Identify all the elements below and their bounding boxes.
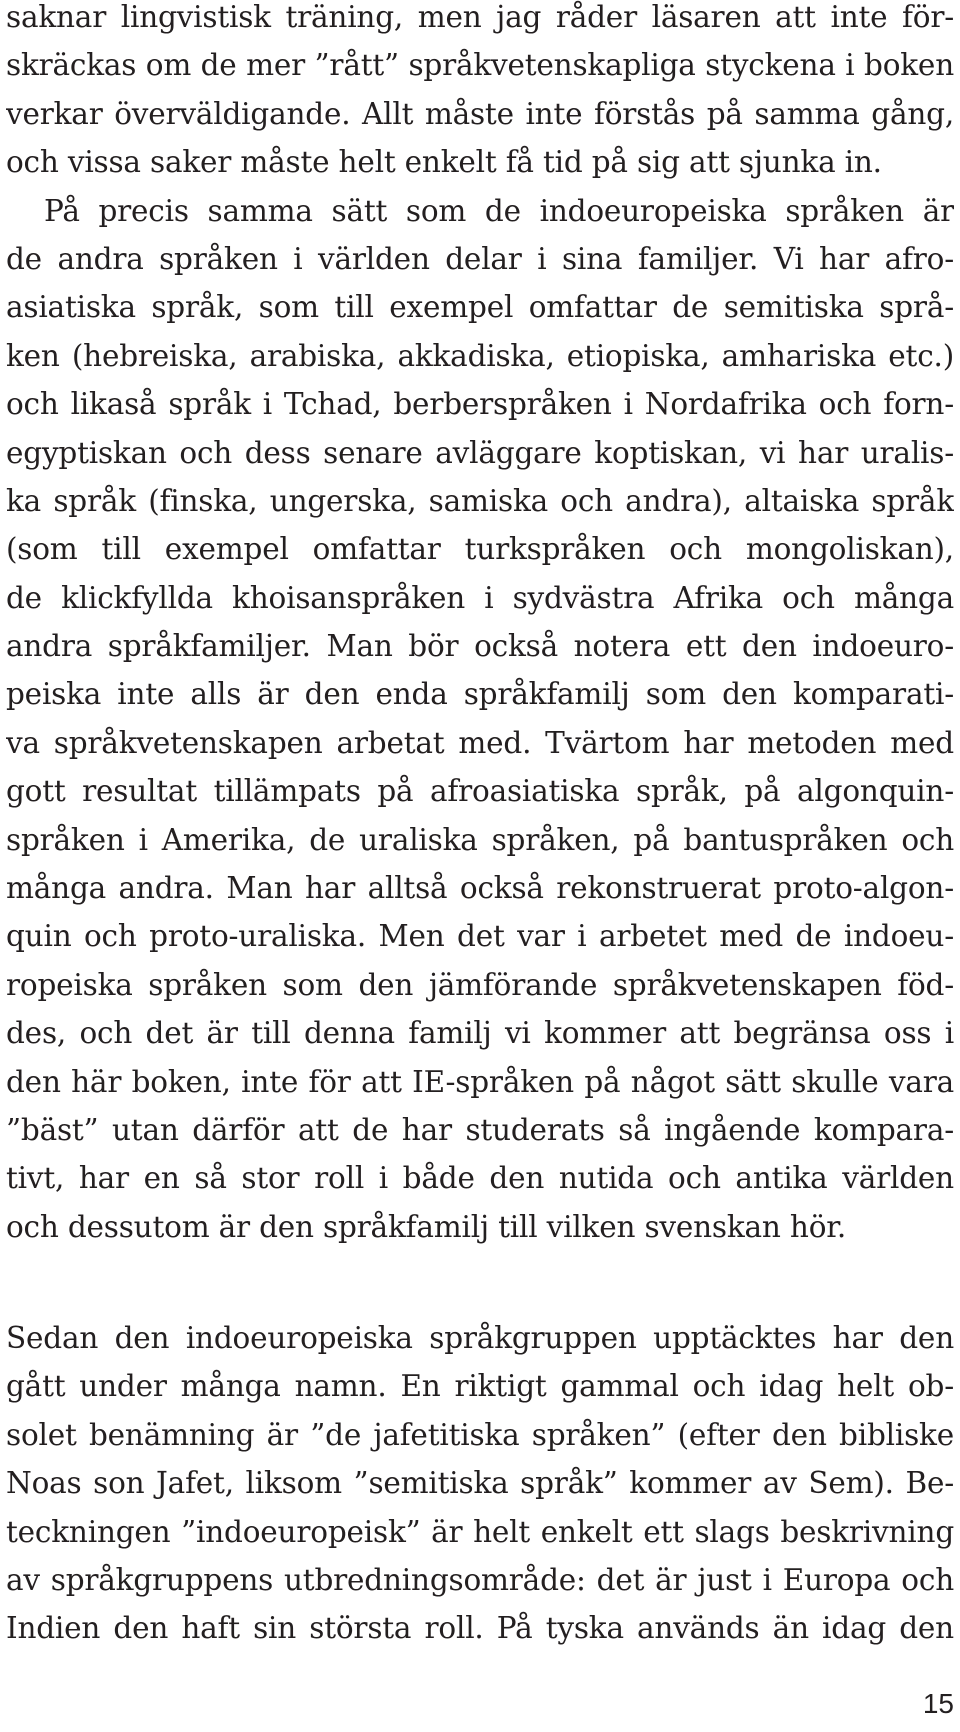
text-line: solet benämning är ”de jafetitiska språken” (efter den bibliske: [6, 1417, 954, 1452]
text-line: des, och det är till denna familj vi kommer att begränsa oss i: [6, 1016, 954, 1051]
text-line: ka språk (finska, ungerska, samiska och andra), altaiska språk: [6, 483, 954, 518]
text-line: och dessutom är den språkfamilj till vilken svenskan hör.: [6, 1209, 847, 1244]
text-line: och vissa saker måste helt enkelt få tid på sig att sjunka in.: [6, 145, 882, 180]
text-line: gått under många namn. En riktigt gammal och idag helt ob-: [6, 1369, 954, 1404]
text-line: peiska inte alls är den enda språkfamilj som den komparati-: [6, 677, 954, 712]
text-line: andra språkfamiljer. Man bör också notera ett den indoeuro-: [6, 629, 954, 664]
text-line: gott resultat tillämpats på afroasiatiska språk, på algonquin-: [6, 774, 954, 809]
body-text-lower: [6, 1314, 954, 1653]
text-line: den här boken, inte för att IE-språken på något sätt skulle vara: [6, 1064, 954, 1099]
text-line: Indien den haft sin största roll. På tyska används än idag den: [6, 1611, 954, 1646]
page-number: 15: [922, 1688, 954, 1719]
text-line: tivt, har en så stor roll i både den nutida och antika världen: [6, 1161, 954, 1196]
text-line: många andra. Man har alltså också rekonstruerat proto-algon-: [6, 871, 954, 906]
text-line: teckningen ”indoeuropeisk” är helt enkelt ett slags beskrivning: [6, 1514, 954, 1549]
text-line: de klickfyllda khoisanspråken i sydvästra Afrika och många: [6, 580, 954, 615]
text-line: saknar lingvistisk träning, men jag råder läsaren att inte för-: [6, 0, 954, 34]
text-line: På precis samma sätt som de indoeuropeiska språken är: [44, 193, 954, 228]
text-line: skräckas om de mer ”rått” språkvetenskapliga styckena i boken: [6, 48, 954, 83]
text-line: av språkgruppens utbredningsområde: det är just i Europa och: [6, 1562, 954, 1597]
text-line: (som till exempel omfattar turkspråken och mongoliskan),: [6, 532, 954, 567]
text-line: verkar överväldigande. Allt måste inte förstås på samma gång,: [6, 96, 954, 131]
text-line: och likaså språk i Tchad, berberspråken i Nordafrika och forn-: [6, 387, 954, 422]
text-line: Sedan den indoeuropeiska språkgruppen upptäcktes har den: [6, 1321, 954, 1355]
text-line: ken (hebreiska, arabiska, akkadiska, etiopiska, amhariska etc.): [6, 338, 954, 373]
text-line: egyptiskan och dess senare avläggare koptiskan, vi har uralis-: [6, 435, 954, 470]
text-line: ropeiska språken som den jämförande språkvetenskapen föd-: [6, 967, 954, 1002]
text-line: de andra språken i världen delar i sina familjer. Vi har afro-: [6, 241, 954, 276]
body-text-upper: [6, 0, 954, 1251]
text-line: va språkvetenskapen arbetat med. Tvärtom har metoden med: [6, 725, 954, 760]
text-line: Noas son Jafet, liksom ”semitiska språk” kommer av Sem). Be-: [6, 1466, 954, 1501]
text-line: språken i Amerika, de uraliska språken, på bantuspråken och: [6, 822, 954, 857]
text-line: ”bäst” utan därför att de har studerats så ingående kompara-: [6, 1112, 954, 1147]
text-line: asiatiska språk, som till exempel omfattar de semitiska språ-: [6, 290, 954, 325]
text-line: quin och proto-uraliska. Men det var i arbetet med de indoeu-: [6, 919, 954, 954]
